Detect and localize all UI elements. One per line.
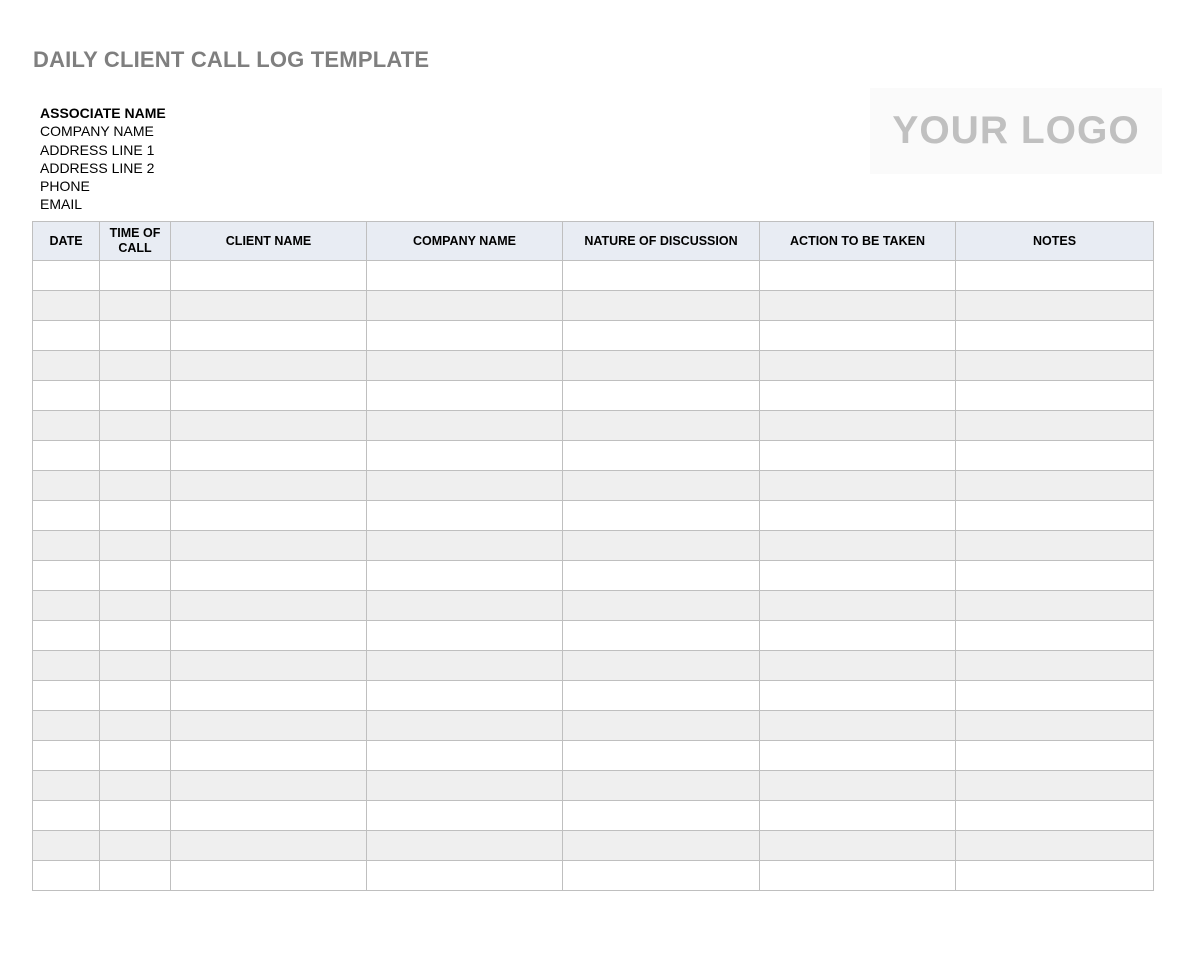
date-cell[interactable] [33, 561, 100, 591]
date-cell[interactable] [33, 441, 100, 471]
company-name-cell[interactable] [367, 441, 563, 471]
client-name-cell[interactable] [171, 351, 367, 381]
notes-cell[interactable] [956, 411, 1154, 441]
discussion-cell[interactable] [563, 861, 760, 891]
notes-cell[interactable] [956, 621, 1154, 651]
table-row [33, 651, 1154, 681]
notes-cell[interactable] [956, 471, 1154, 501]
date-cell[interactable] [33, 411, 100, 441]
logo-text: YOUR LOGO [892, 109, 1140, 152]
date-cell[interactable] [33, 711, 100, 741]
time-cell[interactable] [100, 831, 171, 861]
notes-cell[interactable] [956, 531, 1154, 561]
client-name-cell[interactable] [171, 681, 367, 711]
notes-cell[interactable] [956, 381, 1154, 411]
company-name-cell[interactable] [367, 291, 563, 321]
header-company-name: COMPANY NAME [367, 222, 563, 261]
discussion-cell[interactable] [563, 411, 760, 441]
date-cell[interactable] [33, 741, 100, 771]
company-name-cell[interactable] [367, 411, 563, 441]
company-name-field[interactable]: COMPANY NAME [40, 123, 154, 140]
action-cell[interactable] [760, 801, 956, 831]
company-name-cell[interactable] [367, 831, 563, 861]
discussion-cell[interactable] [563, 831, 760, 861]
time-cell[interactable] [100, 261, 171, 291]
time-cell[interactable] [100, 801, 171, 831]
notes-cell[interactable] [956, 441, 1154, 471]
action-cell[interactable] [760, 561, 956, 591]
table-row [33, 441, 1154, 471]
discussion-cell[interactable] [563, 381, 760, 411]
table-row [33, 261, 1154, 291]
associate-name-field[interactable]: ASSOCIATE NAME [40, 105, 166, 121]
client-name-cell[interactable] [171, 501, 367, 531]
table-row [33, 771, 1154, 801]
notes-cell[interactable] [956, 261, 1154, 291]
notes-cell[interactable] [956, 801, 1154, 831]
client-name-cell[interactable] [171, 411, 367, 441]
date-cell[interactable] [33, 831, 100, 861]
date-cell[interactable] [33, 381, 100, 411]
date-cell[interactable] [33, 291, 100, 321]
client-name-cell[interactable] [171, 651, 367, 681]
table-row [33, 561, 1154, 591]
company-name-cell[interactable] [367, 801, 563, 831]
header-nature-of-discussion: NATURE OF DISCUSSION [563, 222, 760, 261]
client-name-cell[interactable] [171, 561, 367, 591]
discussion-cell[interactable] [563, 681, 760, 711]
discussion-cell[interactable] [563, 741, 760, 771]
address-line-1-field[interactable]: ADDRESS LINE 1 [40, 141, 155, 158]
client-name-cell[interactable] [171, 801, 367, 831]
time-cell[interactable] [100, 651, 171, 681]
discussion-cell[interactable] [563, 711, 760, 741]
company-name-cell[interactable] [367, 681, 563, 711]
date-cell[interactable] [33, 351, 100, 381]
time-cell[interactable] [100, 861, 171, 891]
discussion-cell[interactable] [563, 261, 760, 291]
client-name-cell[interactable] [171, 741, 367, 771]
company-name-cell[interactable] [367, 561, 563, 591]
date-cell[interactable] [33, 261, 100, 291]
company-name-cell[interactable] [367, 771, 563, 801]
date-cell[interactable] [33, 801, 100, 831]
date-cell[interactable] [33, 651, 100, 681]
action-cell[interactable] [760, 471, 956, 501]
table-row [33, 621, 1154, 651]
company-name-cell[interactable] [367, 711, 563, 741]
time-cell[interactable] [100, 381, 171, 411]
notes-cell[interactable] [956, 501, 1154, 531]
notes-cell[interactable] [956, 561, 1154, 591]
table-row [33, 711, 1154, 741]
logo-placeholder[interactable] [870, 88, 1162, 174]
header-client-name: CLIENT NAME [171, 222, 367, 261]
action-cell[interactable] [760, 501, 956, 531]
client-name-cell[interactable] [171, 291, 367, 321]
time-cell[interactable] [100, 501, 171, 531]
client-name-cell[interactable] [171, 771, 367, 801]
notes-cell[interactable] [956, 861, 1154, 891]
notes-cell[interactable] [956, 351, 1154, 381]
client-name-cell[interactable] [171, 381, 367, 411]
action-cell[interactable] [760, 321, 956, 351]
date-cell[interactable] [33, 591, 100, 621]
date-cell[interactable] [33, 861, 100, 891]
discussion-cell[interactable] [563, 561, 760, 591]
discussion-cell[interactable] [563, 441, 760, 471]
header-time-of-call [100, 222, 171, 261]
action-cell[interactable] [760, 741, 956, 771]
action-cell[interactable] [760, 351, 956, 381]
table-header-row [33, 222, 1154, 261]
table-row [33, 411, 1154, 441]
company-name-cell[interactable] [367, 741, 563, 771]
action-cell[interactable] [760, 441, 956, 471]
discussion-cell[interactable] [563, 501, 760, 531]
client-name-cell[interactable] [171, 531, 367, 561]
action-cell[interactable] [760, 411, 956, 441]
header-action-to-be-taken: ACTION TO BE TAKEN [760, 222, 956, 261]
discussion-cell[interactable] [563, 771, 760, 801]
notes-cell[interactable] [956, 321, 1154, 351]
notes-cell[interactable] [956, 771, 1154, 801]
table-row [33, 681, 1154, 711]
discussion-cell[interactable] [563, 651, 760, 681]
action-cell[interactable] [760, 711, 956, 741]
table-row [33, 291, 1154, 321]
action-cell[interactable] [760, 531, 956, 561]
table-row [33, 471, 1154, 501]
client-name-cell[interactable] [171, 621, 367, 651]
table-row [33, 351, 1154, 381]
time-cell[interactable] [100, 441, 171, 471]
client-name-cell[interactable] [171, 441, 367, 471]
client-name-cell[interactable] [171, 831, 367, 861]
notes-cell[interactable] [956, 711, 1154, 741]
company-name-cell[interactable] [367, 381, 563, 411]
time-cell[interactable] [100, 771, 171, 801]
address-line-2-field[interactable]: ADDRESS LINE 2 [40, 159, 155, 176]
time-cell[interactable] [100, 411, 171, 441]
discussion-cell[interactable] [563, 531, 760, 561]
time-cell[interactable] [100, 321, 171, 351]
header-date: DATE [33, 222, 100, 261]
company-name-cell[interactable] [367, 261, 563, 291]
contact-info-block [40, 104, 166, 214]
company-name-cell[interactable] [367, 621, 563, 651]
company-name-cell[interactable] [367, 471, 563, 501]
discussion-cell[interactable] [563, 471, 760, 501]
client-name-cell[interactable] [171, 261, 367, 291]
action-cell[interactable] [760, 381, 956, 411]
client-name-cell[interactable] [171, 471, 367, 501]
date-cell[interactable] [33, 321, 100, 351]
action-cell[interactable] [760, 621, 956, 651]
action-cell[interactable] [760, 651, 956, 681]
table-row [33, 741, 1154, 771]
notes-cell[interactable] [956, 591, 1154, 621]
time-cell[interactable] [100, 561, 171, 591]
time-cell[interactable] [100, 351, 171, 381]
company-name-cell[interactable] [367, 351, 563, 381]
date-cell[interactable] [33, 771, 100, 801]
notes-cell[interactable] [956, 681, 1154, 711]
client-name-cell[interactable] [171, 321, 367, 351]
notes-cell[interactable] [956, 831, 1154, 861]
date-cell[interactable] [33, 531, 100, 561]
table-body [33, 261, 1154, 891]
time-cell[interactable] [100, 621, 171, 651]
discussion-cell[interactable] [563, 801, 760, 831]
action-cell[interactable] [760, 591, 956, 621]
call-log-table [32, 221, 1154, 891]
company-name-cell[interactable] [367, 651, 563, 681]
header-notes: NOTES [956, 222, 1154, 261]
discussion-cell[interactable] [563, 291, 760, 321]
date-cell[interactable] [33, 681, 100, 711]
notes-cell[interactable] [956, 651, 1154, 681]
time-cell[interactable] [100, 591, 171, 621]
time-cell[interactable] [100, 681, 171, 711]
table-row [33, 321, 1154, 351]
date-cell[interactable] [33, 471, 100, 501]
date-cell[interactable] [33, 501, 100, 531]
table-row [33, 861, 1154, 891]
notes-cell[interactable] [956, 741, 1154, 771]
header-time-line-2: CALL [118, 241, 152, 255]
client-name-cell[interactable] [171, 711, 367, 741]
page-title: DAILY CLIENT CALL LOG TEMPLATE [33, 47, 430, 72]
email-field[interactable]: EMAIL [40, 196, 83, 213]
notes-cell[interactable] [956, 291, 1154, 321]
company-name-cell[interactable] [367, 591, 563, 621]
table-row [33, 831, 1154, 861]
header-time-line-1: TIME OF [109, 226, 161, 240]
phone-field[interactable]: PHONE [40, 178, 90, 195]
time-cell[interactable] [100, 471, 171, 501]
client-name-cell[interactable] [171, 591, 367, 621]
company-name-cell[interactable] [367, 321, 563, 351]
time-cell[interactable] [100, 531, 171, 561]
company-name-cell[interactable] [367, 531, 563, 561]
date-cell[interactable] [33, 621, 100, 651]
action-cell[interactable] [760, 261, 956, 291]
company-name-cell[interactable] [367, 861, 563, 891]
time-cell[interactable] [100, 291, 171, 321]
discussion-cell[interactable] [563, 621, 760, 651]
time-cell[interactable] [100, 741, 171, 771]
action-cell[interactable] [760, 681, 956, 711]
table-row [33, 501, 1154, 531]
action-cell[interactable] [760, 291, 956, 321]
client-name-cell[interactable] [171, 861, 367, 891]
table-row [33, 801, 1154, 831]
table-row [33, 381, 1154, 411]
table-row [33, 531, 1154, 561]
company-name-cell[interactable] [367, 501, 563, 531]
action-cell[interactable] [760, 771, 956, 801]
discussion-cell[interactable] [563, 321, 760, 351]
action-cell[interactable] [760, 831, 956, 861]
table-row [33, 591, 1154, 621]
discussion-cell[interactable] [563, 351, 760, 381]
action-cell[interactable] [760, 861, 956, 891]
discussion-cell[interactable] [563, 591, 760, 621]
time-cell[interactable] [100, 711, 171, 741]
